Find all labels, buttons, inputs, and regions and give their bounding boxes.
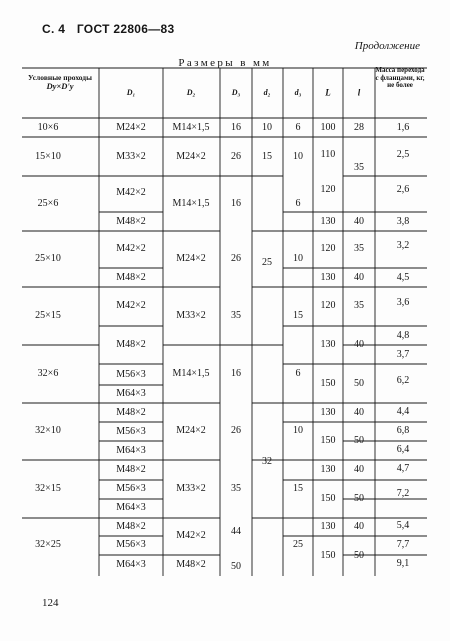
mass-cell: 3,8 — [396, 216, 410, 227]
L-cell: 120 — [320, 184, 336, 195]
d1-cell: M64×3 — [116, 559, 146, 570]
l-cell: 40 — [354, 216, 364, 227]
d1-cell: M56×3 — [116, 483, 146, 494]
small-d3-cell: 10 — [293, 253, 303, 264]
d1-cell: M48×2 — [116, 339, 146, 350]
d1-cell: M56×3 — [116, 539, 146, 550]
col-header-D3: D₃ — [231, 87, 241, 97]
d3-cell: 26 — [231, 253, 241, 264]
l-cell: 28 — [354, 122, 364, 133]
d1-cell: M64×3 — [116, 445, 146, 456]
l-cell: 35 — [354, 300, 364, 311]
d2-cell: M48×2 — [176, 559, 206, 570]
mass-cell: 4,4 — [396, 406, 410, 417]
mass-cell: 7,2 — [396, 488, 410, 499]
cond-cell: 32×15 — [35, 483, 61, 494]
col-header-cond-symbol: Dy×D'y — [46, 80, 74, 91]
mass-cell: 2,6 — [396, 184, 410, 195]
cond-cell: 15×10 — [35, 151, 61, 162]
d2-cell: M14×1,5 — [172, 122, 210, 133]
mass-cell: 4,7 — [396, 463, 410, 474]
page-number: 124 — [42, 597, 59, 609]
d1-cell: M48×2 — [116, 272, 146, 283]
cond-cell: 32×25 — [35, 539, 61, 550]
d1-cell: M48×2 — [116, 464, 146, 475]
standard-number: ГОСТ 22806—83 — [76, 22, 175, 36]
d3-cell: 35 — [231, 483, 241, 494]
d1-cell: M33×2 — [116, 151, 146, 162]
l-cell: 50 — [354, 493, 364, 504]
d3-cell: 50 — [231, 561, 241, 572]
small-d3-cell: 6 — [295, 122, 301, 133]
l-cell: 35 — [354, 243, 364, 254]
col-header-mass: Масса перехода с фланцами, кг, не более — [375, 66, 425, 90]
cond-cell: 32×6 — [37, 368, 59, 379]
small-d2-cell: 32 — [262, 456, 272, 467]
mass-cell: 6,4 — [396, 444, 410, 455]
d2-cell: M24×2 — [176, 151, 206, 162]
d1-cell: M48×2 — [116, 407, 146, 418]
d3-cell: 16 — [231, 198, 241, 209]
mass-cell: 9,1 — [396, 558, 410, 569]
l-cell: 40 — [354, 339, 364, 350]
mass-cell: 6,8 — [396, 425, 410, 436]
small-d3-cell: 15 — [293, 483, 303, 494]
L-cell: 150 — [320, 378, 336, 389]
small-d3-cell: 25 — [293, 539, 303, 550]
l-cell: 35 — [354, 162, 364, 173]
L-cell: 130 — [320, 407, 336, 418]
L-cell: 120 — [320, 300, 336, 311]
d3-cell: 26 — [231, 151, 241, 162]
small-d3-cell: 6 — [295, 368, 301, 379]
L-cell: 120 — [320, 243, 336, 254]
small-d3-cell: 10 — [293, 425, 303, 436]
L-cell: 130 — [320, 464, 336, 475]
d1-cell: M42×2 — [116, 187, 146, 198]
d3-cell: 35 — [231, 310, 241, 321]
d1-cell: M56×3 — [116, 426, 146, 437]
col-header-D2: D₂ — [186, 87, 196, 97]
l-cell: 40 — [354, 407, 364, 418]
col-header-cond-label: Условные проходы — [28, 73, 92, 82]
L-cell: 130 — [320, 339, 336, 350]
small-d3-cell: 10 — [293, 151, 303, 162]
d3-cell: 16 — [231, 122, 241, 133]
mass-cell: 3,6 — [396, 297, 410, 308]
L-cell: 130 — [320, 272, 336, 283]
mass-cell: 4,8 — [396, 330, 410, 341]
d3-cell: 26 — [231, 425, 241, 436]
small-d3-cell: 15 — [293, 310, 303, 321]
small-d2-cell: 25 — [262, 257, 272, 268]
mass-cell: 4,5 — [396, 272, 410, 283]
L-cell: 150 — [320, 493, 336, 504]
continuation-label: Продолжение — [354, 40, 420, 52]
mass-cell: 5,4 — [396, 520, 410, 531]
d2-cell: M14×1,5 — [172, 368, 210, 379]
mass-cell: 6,2 — [396, 375, 410, 386]
l-cell: 40 — [354, 521, 364, 532]
l-cell: 50 — [354, 550, 364, 561]
l-cell: 40 — [354, 464, 364, 475]
d1-cell: M42×2 — [116, 243, 146, 254]
L-cell: 130 — [320, 521, 336, 532]
d2-cell: M14×1,5 — [172, 198, 210, 209]
d1-cell: M48×2 — [116, 216, 146, 227]
l-cell: 50 — [354, 378, 364, 389]
cond-cell: 32×10 — [35, 425, 61, 436]
d2-cell: M42×2 — [176, 530, 206, 541]
page-label: С. 4 — [42, 22, 66, 36]
d2-cell: M33×2 — [176, 310, 206, 321]
col-header-conditional-passage — [22, 74, 98, 91]
L-cell: 150 — [320, 435, 336, 446]
mass-cell: 3,7 — [396, 349, 410, 360]
col-header-l: l — [357, 87, 361, 98]
d1-cell: M48×2 — [116, 521, 146, 532]
d1-cell: M24×2 — [116, 122, 146, 133]
d1-cell: M56×3 — [116, 369, 146, 380]
L-cell: 100 — [320, 122, 336, 133]
mass-cell: 3,2 — [396, 240, 410, 251]
mass-cell: 2,5 — [396, 149, 410, 160]
d3-cell: 16 — [231, 368, 241, 379]
col-header-D1: D₁ — [126, 87, 136, 97]
small-d2-cell: 15 — [262, 151, 272, 162]
d2-cell: M33×2 — [176, 483, 206, 494]
L-cell: 110 — [320, 149, 336, 160]
cond-cell: 10×6 — [37, 122, 59, 133]
d1-cell: M42×2 — [116, 300, 146, 311]
small-d3-cell: 6 — [295, 198, 301, 209]
col-header-d3: d₃ — [294, 87, 302, 97]
col-header-d2: d₂ — [263, 87, 271, 97]
cond-cell: 25×10 — [35, 253, 61, 264]
cond-cell: 25×15 — [35, 310, 61, 321]
L-cell: 130 — [320, 216, 336, 227]
units-caption: Размеры в мм — [178, 57, 272, 69]
mass-cell: 7,7 — [396, 539, 410, 550]
d3-cell: 44 — [231, 526, 241, 537]
small-d2-cell: 10 — [262, 122, 272, 133]
L-cell: 150 — [320, 550, 336, 561]
col-header-L: L — [325, 87, 331, 98]
d2-cell: M24×2 — [176, 425, 206, 436]
d2-cell: M24×2 — [176, 253, 206, 264]
l-cell: 40 — [354, 272, 364, 283]
d1-cell: M64×3 — [116, 502, 146, 513]
mass-cell: 1,6 — [396, 122, 410, 133]
cond-cell: 25×6 — [37, 198, 59, 209]
l-cell: 50 — [354, 435, 364, 446]
d1-cell: M64×3 — [116, 388, 146, 399]
